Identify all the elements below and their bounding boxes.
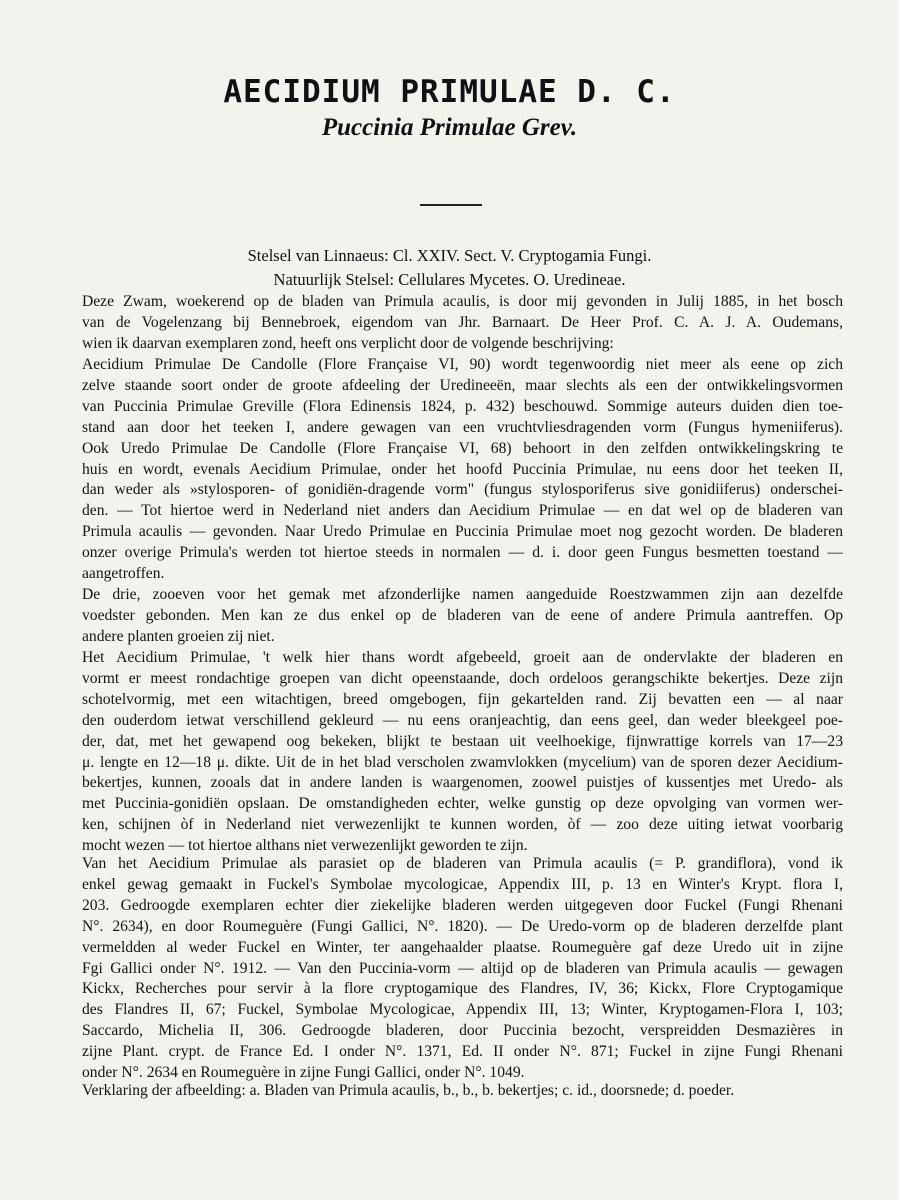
text-line: mocht wezen — tot hiertoe althans niet verwezenlijkt geworden te zijn.	[82, 837, 528, 855]
text-line: Kickx, Recherches pour servir à la flore cryptogamique des Flandres, IV, 36; Kickx, Flore Cryptogamique	[82, 980, 843, 998]
text-line: vormt er meest rondachtige groepen van dicht opeenstaande, doch ordeloos gerangschikte bekertjes. Deze zijn	[82, 669, 843, 687]
text-line: Fgi Gallici onder N°. 1912. — Van den Puccinia-vorm — altijd op de bladeren van Primula acaulis — gewagen	[82, 959, 843, 977]
text-line: Primula acaulis — gevonden. Naar Uredo Primulae en Puccinia Primulae moet nog gezocht worden. De bladeren	[82, 523, 843, 541]
paragraph-3	[82, 585, 843, 648]
text-line: schotelvormig, met een witachtigen, breed omgebogen, fijn gekartelden rand. Zij bevatten een — al naar	[82, 690, 843, 708]
text-line: wien ik daarvan exemplaren zond, heeft ons verplicht door de volgende beschrijving:	[82, 334, 614, 352]
page-subtitle: Puccinia Primulae Grev.	[321, 114, 578, 141]
linnaeus-system-line: Stelsel van Linnaeus: Cl. XXIV. Sect. V. Cryptogamia Fungi.	[247, 246, 652, 265]
figure-legend: Verklaring der afbeelding: a. Bladen van Primula acaulis, b., b., b. bekertjes; c. id., doorsnede; d. poeder.	[82, 1082, 735, 1099]
text-line: N°. 2634), en door Roumeguère (Fungi Gallici, N°. 1820). — De Uredo-vorm op de bladeren derzelfde plant	[82, 917, 843, 935]
text-line: den. — Tot hiertoe werd in Nederland niet anders dan Aecidium Primulae — en dat wel op de bladeren van	[82, 502, 843, 520]
title-divider	[420, 204, 482, 206]
text-line: zijne Plant. crypt. de France Ed. I onder N°. 1371, Ed. II onder N°. 871; Fuckel in zijne Fungi Rhenani	[82, 1043, 843, 1061]
page-title: AECIDIUM PRIMULAE D. C.	[223, 74, 676, 110]
text-line: den ouderdom ietwat verschillend gekleurd — nu eens oranjeachtig, dan eens geel, dan weder bleekgeel poe-	[82, 711, 843, 729]
text-line: der, dat, met het gewapend oog bekeken, blijkt te bestaan uit veelhoekige, fijnwrattige korrels van 17—23	[82, 732, 843, 750]
text-line: andere planten groeien zij niet.	[82, 627, 275, 645]
natural-system-line: Natuurlijk Stelsel: Cellulares Mycetes. O. Uredineae.	[273, 270, 626, 289]
paragraph-4	[82, 648, 843, 857]
text-line: De drie, zooeven voor het gemak met afzonderlijke namen aangeduide Roestzwammen zijn aan dezelfde	[82, 586, 843, 603]
text-line: van Puccinia Primulae Greville (Flora Edinensis 1824, p. 432) beschouwd. Sommige auteurs duiden dien toe-	[82, 397, 843, 415]
text-line: Saccardo, Michelia II, 306. Gedroogde bladeren, door Puccinia bezocht, verspreidden Desmazières in	[82, 1022, 843, 1040]
text-line: met Puccinia-gonidiën opslaan. De omstandigheden echter, welke gunstig op deze opvolging van vormen wer-	[82, 795, 843, 813]
text-line: Deze Zwam, woekerend op de bladen van Primula acaulis, is door mij gevonden in Julij 1885, in het bosch	[82, 293, 843, 310]
text-line: voedster gebonden. Men kan ze dus enkel op de bladeren van de eene of andere Primula aantreffen. Op	[82, 606, 843, 624]
text-line: enkel gewag gemaakt in Fuckel's Symbolae mycologicae, Appendix III, p. 13 en Winter's Krypt. flora I,	[82, 875, 843, 893]
text-line: Het Aecidium Primulae, 't welk hier thans wordt afgebeeld, groeit aan de ondervlakte der bladeren en	[82, 649, 843, 666]
text-line: zelve staande soort onder de groote afdeeling der Uredineeën, maar slechts als een der ontwikkelingsvormen	[82, 376, 843, 394]
text-line: van de Vogelenzang bij Bennebroek, eigendom van Jhr. Barnaart. De Heer Prof. C. A. J. A. Oudemans,	[82, 313, 843, 331]
paragraph-1	[82, 292, 843, 355]
text-line: huis en wordt, evenals Aecidium Primulae, onder het hoofd Puccinia Primulae, nu eens door het teeken II,	[82, 460, 843, 478]
text-line: μ. lengte en 12—18 μ. dikte. Uit de in het blad verscholen zwamvlokken (mycelium) van de sporen dezer Aecidium-	[82, 753, 843, 771]
text-line: Van het Aecidium Primulae als parasiet op de bladeren van Primula acaulis (= P. grandiflora), vond ik	[82, 855, 843, 872]
text-line: stand aan door het teeken I, andere gewagen van een vruchtvliesdragenden vorm (Fungus hymeniiferus).	[82, 418, 843, 436]
text-line: bekertjes, kunnen, zooals dat in andere landen is waargenomen, zoowel puistjes of kussentjes met Uredo- als	[82, 774, 843, 792]
paragraph-5	[82, 854, 843, 1084]
text-line: ken, schijnen òf in Nederland niet verwezenlijkt te kunnen worden, òf — zoo deze uiting ietwat voorbarig	[82, 816, 843, 834]
text-line: aangetroffen.	[82, 565, 165, 583]
text-line: onzer overige Primula's werden tot hiertoe steeds in normalen — d. i. door geen Fungus besmetten toestand —	[82, 544, 843, 562]
text-line: 203. Gedroogde exemplaren echter dier ziekelijke bladeren werden uitgegeven door Fuckel (Fungi Rhenani	[82, 896, 843, 914]
text-line: Ook Uredo Primulae De Candolle (Flore Française VI, 68) behoort in den zelfden ontwikkelingskring te	[82, 439, 843, 457]
text-line: Aecidium Primulae De Candolle (Flore Française VI, 90) wordt tegenwoordig niet meer als eene op zich	[82, 356, 843, 373]
text-line: onder N°. 2634 en Roumeguère in zijne Fungi Gallici, onder N°. 1049.	[82, 1064, 525, 1082]
text-line: des Flandres II, 67; Fuckel, Symbolae Mycologicae, Appendix III, 13; Winter, Kryptogamen-Flora I, 103;	[82, 1001, 843, 1019]
paragraph-2	[82, 355, 843, 585]
text-line: dan weder als »stylosporen- of gonidiën-dragende vorm" (fungus stylosporiferus sive gonidiiferus) onderschei-	[82, 481, 843, 499]
text-line: vermeldden al weder Fuckel en Winter, ter aangehaalder plaatse. Roumeguère gaf deze Uredo uit in zijne	[82, 938, 843, 956]
